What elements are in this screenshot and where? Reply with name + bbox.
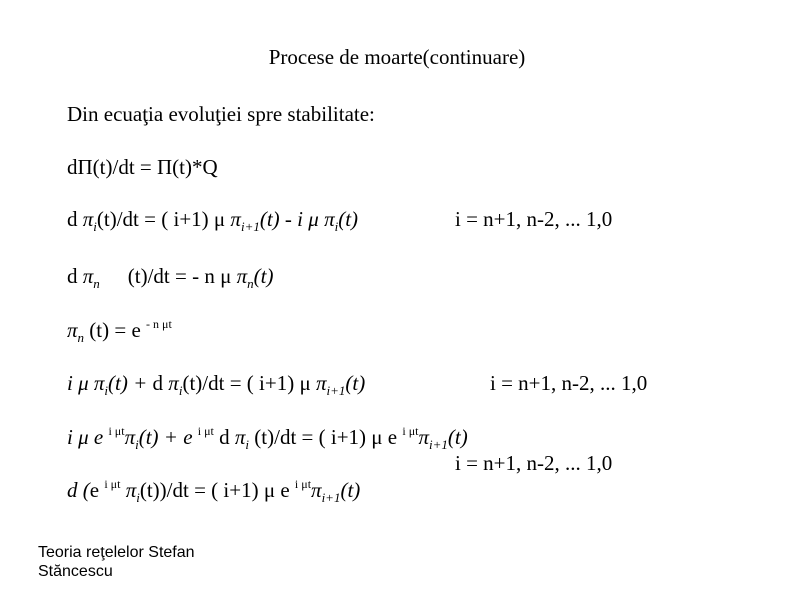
equation-rearranged-range: i = n+1, n-2, ... 1,0 <box>490 371 648 395</box>
intro-text: Din ecuaţia evoluţiei spre stabilitate: <box>67 102 375 126</box>
equation-state-i-range: i = n+1, n-2, ... 1,0 <box>455 207 613 231</box>
equation-multiplied: i μ e $^{i \mu t}\pi_i(t) + e$ $^{i \mu t}$ d $\pi_i$ (t)/dt = ( i+1) μ e $^{i \mu t}\pi_{i+1}(t)$ <box>67 424 468 452</box>
equation-derivative: d (e $^{i \mu t}$ $\pi_i(t))/dt$ = ( i+1) μ e $^{i \mu t}\pi_{i+1}(t)$ <box>67 477 361 505</box>
equation-rearranged: i μ $\pi_i(t) + d$ $\pi_i(t)/dt$ = ( i+1) μ $\pi_{i+1}(t)$ <box>67 371 366 398</box>
equation-state-n: d $\pi_n$ (t)/dt = - n μ $\pi_n(t)$ <box>67 264 274 291</box>
footer-line-1: Teoria reţelelor Stefan <box>38 544 195 561</box>
slide-title: Procese de moarte(continuare) <box>268 45 526 69</box>
equation-state-i: d $\pi_i(t)/dt$ = ( i+1) μ $\pi_{i+1}(t)$ - i μ $\pi_i(t)$ <box>67 207 359 234</box>
footer-author <box>38 543 195 581</box>
equation-multiplied-range: i = n+1, n-2, ... 1,0 <box>455 451 613 475</box>
equation-solution-n: $\pi_n$ (t) = e $^{- n \mu t}$ <box>67 317 172 345</box>
equation-matrix-form: dΠ(t)/dt = Π(t)*Q <box>67 155 218 179</box>
footer-line-2: Stăncescu <box>38 563 113 580</box>
